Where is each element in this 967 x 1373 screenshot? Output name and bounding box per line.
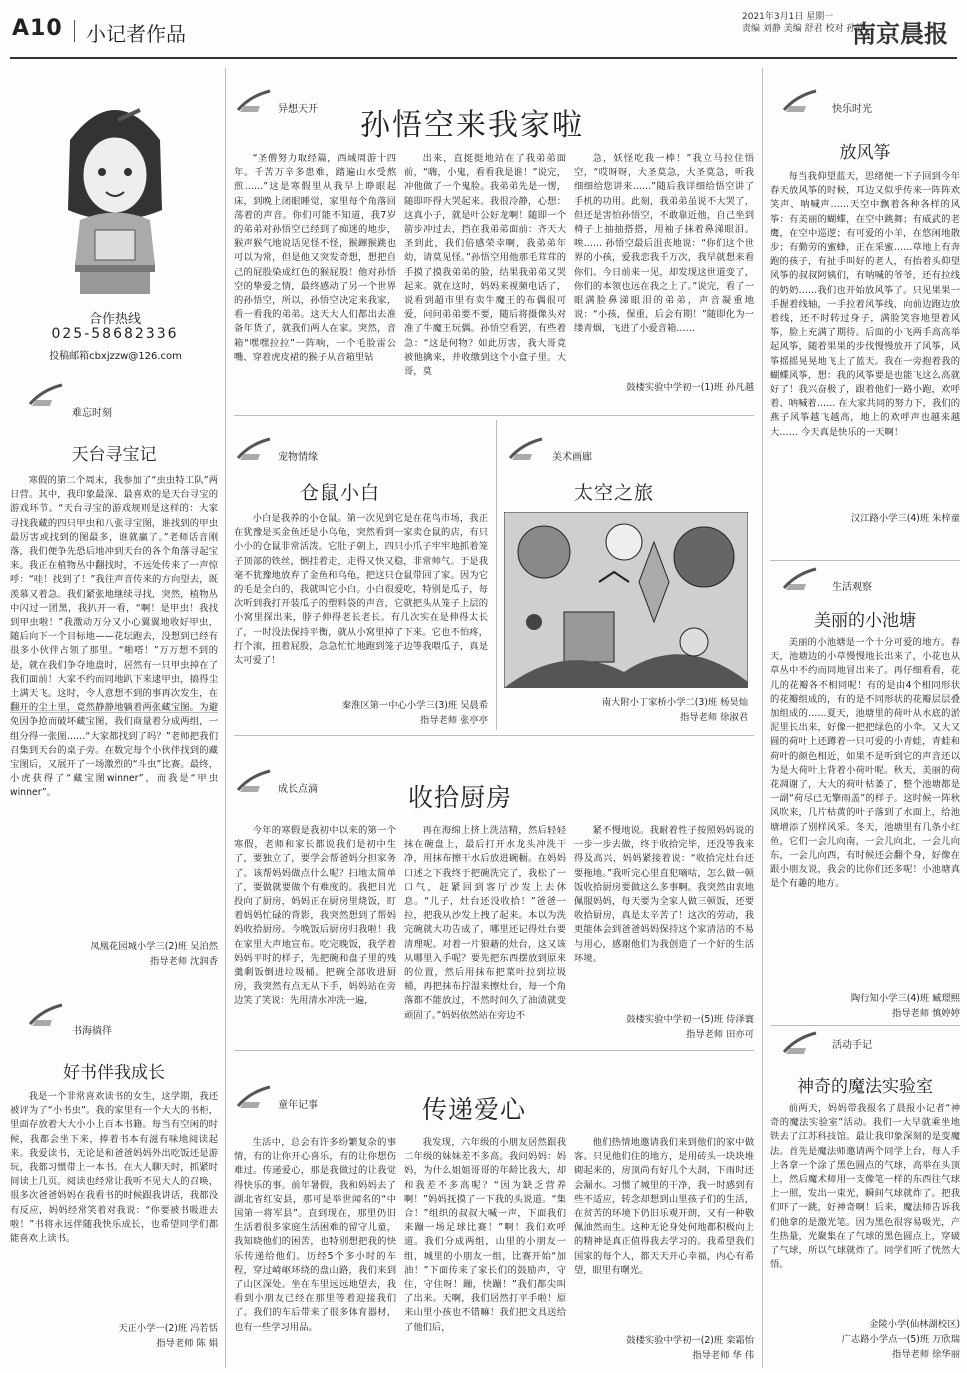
section-title: 小记者作品 xyxy=(86,22,186,46)
header-date: 2021年3月1日 星期一 xyxy=(742,12,834,22)
article-title: 传递爱心 xyxy=(422,1095,527,1124)
category-tag: 美术画廊 xyxy=(552,452,592,463)
author-signature: 金陵小学(仙林湖校区) xyxy=(869,1319,960,1330)
category-tag: 快乐时光 xyxy=(832,104,872,115)
article-body-col3: 急，妖怪吃我一棒！”我立马拉住悟空，“哎呀呀，大圣莫急，大圣莫急，听我细细给您讲来……”随后我详细给悟空讲了手机的功用。此刻，我弟弟虽说不大哭了，但还是害怕孙悟空，不敢靠近他，自己坐到椅子上抽抽搭搭，用袖子抹着鼻涕眼泪。唉…… 孙悟空最后沮丧地说：“你们这个世界的小孩，爱我恋我千万次，我早就想来看你们。今日前来一见，却发现这世道变了，你们的本领也远在我之上了。”说完，看了一眼满脸鼻涕眼泪的弟弟，声音凝重地说：“小孩，保重，后会有期！”随即化为一缕青烟，飞进了小爱音箱…… xyxy=(574,153,754,335)
author-signature: 汉江路小学三(4)班 朱梓童 xyxy=(850,513,960,524)
column-rule-mid xyxy=(496,420,497,730)
author-signature: 鼓楼实验中学初一(2)班 栾霜怡 xyxy=(626,1335,754,1346)
article-body: 小白是我养的小仓鼠。第一次见到它是在花鸟市场，我正在犹豫是买金鱼还是小乌龟，突然看到一家卖仓鼠的店，有只小小的仓鼠非常活泼。它肚子朝上，四只小爪子牢牢地抓着笼子顶部的铁丝，倒挂着走，走得又快又稳，非常帅气。于是我毫不犹豫地放弃了金鱼和乌龟，把这只仓鼠带回了家。因为它的毛是全白的，我就叫它小白。小白很爱吃，特别是瓜子，每次听到我打开装瓜子的塑料袋的声音，它就把头从笼子上层的小窝里探出来，脖子伸得老长老长。有几次实在是伸得太长了，一时没法保持平衡，就从小窝里掉了下来。它也不怕疼，打个滚，扭着屁股，急急忙忙地跑到笼子边等我喂瓜子，真是太可爱了！ xyxy=(234,513,488,667)
header-divider xyxy=(74,20,75,42)
space-drawing xyxy=(504,512,748,688)
article-title: 收拾厨房 xyxy=(408,783,513,812)
header-editors: 责编 刘静 美编 舒君 校对 孙静 xyxy=(742,24,865,34)
article-body-col2: 我发现，六年级的小朋友居然跟我二年级的妹妹差不多高。我问妈妈：妈妈，为什么姐姐哥哥的年龄比我大，却和我差不多高呢？“因为缺乏营养啊！”妈妈抚摸了一下我的头说道。“集合！”组织的叔叔大喊一声，下面我们来蹦一场足球比赛！”啊！我们欢呼道。我们分成两组，山里的小朋友一组，城里的小朋友一组，比赛开始“加油！”下面传来了家长们的鼓励声，守住，守住呀！蹦，快蹦！”我们都尖叫了出来。天啊，我们居然打平手啦！原来山里小孩也不错嘛！我们把文具送给了他们后， xyxy=(404,1137,566,1333)
article-title: 神奇的魔法实验室 xyxy=(797,1077,933,1097)
quill-scroll-icon xyxy=(28,382,64,410)
category-tag: 书海徜徉 xyxy=(72,1026,112,1037)
column-rule-right xyxy=(762,68,763,1368)
quill-scroll-icon xyxy=(782,88,818,116)
girl-illustration xyxy=(40,80,190,300)
quill-scroll-icon xyxy=(236,1084,272,1112)
article-body-col3: 紧不慢地说。我耐着性子按照妈妈说的一步一步去做，终于收拾完毕，还没等我来得及高兴，妈妈紧接着说：“收拾完灶台还要拖地。”我听完心里直犯嘀咕，怎么做一顿饭收拾厨房要做这么多事啊。我突然由衷地佩服妈妈，每天要为全家人做三顿饭，还要收拾厨房，真是太辛苦了！这次的劳动，我更能体会到爸爸妈妈保持这个家清洁的不易与用心，感谢他们为我创造了一个好的生活环境。 xyxy=(574,825,754,964)
quill-scroll-icon xyxy=(236,768,272,796)
category-tag: 难忘时刻 xyxy=(72,408,112,419)
quill-scroll-icon xyxy=(508,436,544,464)
article-title: 天台寻宝记 xyxy=(71,445,157,465)
quill-scroll-icon xyxy=(236,88,272,116)
teacher-signature: 指导老师 华 伟 xyxy=(692,1350,754,1361)
header-info xyxy=(742,11,864,35)
category-tag: 成长点滴 xyxy=(278,784,318,795)
author-signature: 广志路小学点一(5)班 万欣瑞 xyxy=(841,1334,960,1345)
column-rule-left xyxy=(225,68,226,1368)
article-body: 寒假的第二个周末，我参加了“虫虫特工队”两日营。其中，我印象最深、最喜欢的是天台寻宝的游戏环节。“天台寻宝的游戏规则是这样的：大家寻找我藏的四只甲虫和八张寻宝图，谁找到的甲虫最厉害或找到的图最多，谁就赢了。”老师话音刚落，我们便争先恐后地冲到天台的各个角落寻起宝来。我正在植物丛中翻找时，不远处传来了一声惊呼：“哇！找到了！”我往声音传来的方向望去，既羡慕又着急。我们紧张地继续寻找，突然，植物丛中闪过一团黑，我扒开一看，“啊！是甲虫！我找到甲虫啦！”我激动万分又小心翼翼地收好甲虫，随后向下一个目标地——花坛跑去，没想到已经有很多小伙伴占领了那里。“啪嗒！”万万想不到的是，就在我们争夺地盘时，居然有一只甲虫掉在了我们面前！大家不约而同地趴下来逮甲虫，搞得尘土满天飞。这时，令人意想不到的事再次发生，在翻开的尘土里，竟然静静地躺着两张藏宝图。为避免因争抢而破坏藏宝图，我们商量着分成两组，一组分得一张图……“大家都找到了吗？”老师把我们召集到天台的桌子旁。在数完每个小伙伴找到的藏宝图后，又展开了一场激烈的“斗虫”比赛。最终，小虎获得了“藏宝图winner”，而我是“甲虫winner”。 xyxy=(10,475,218,799)
article-body: 每当我仰望蓝天，思绪便一下子回到今年春天放风筝的时候，耳边又似乎传来一阵阵欢笑声、呐喊声……天空中飘着各种各样的风筝：有美丽的蝴蝶，在空中跳舞；有威武的老鹰，在空中巡逻；有可爱的小羊，在悠闲地散步；有勤劳的蜜蜂，正在采蜜……草地上有奔跑的孩子，有扯手叫好的老人，有抬着头仰望风筝的叔叔阿姨们，有呐喊的爷爷，还有拉线的奶奶……我们也开始放风筝了。只见果果一手握着线轴，一手拉着风筝线，向前边跑边放着线，还不时转过身子，满脸笑容地望着风筝，脸上充满了期待。后面的小飞两手高高举起风筝，随着果果的步伐慢慢放开了风筝，风筝摇摇晃晃地飞上了蓝天。我在一旁抱着我的蝴蝶风筝，想：我的风筝要是也能飞这么高就好了！我兴奋极了，跟着他们一路小跑，欢呼着、呐喊着…… 在大家共同的努力下，我们的燕子风筝越飞越高，地上的欢呼声也越来越大…… 今天真是快乐的一天啊！ xyxy=(770,171,960,438)
quill-scroll-icon xyxy=(782,566,818,594)
teacher-signature: 指导老师 张亭亭 xyxy=(419,715,488,726)
page-number: A10 xyxy=(12,16,63,41)
teacher-signature: 指导老师 慎婷婷 xyxy=(891,1008,960,1019)
section-rule xyxy=(234,735,754,736)
article-body: 前两天，妈妈带我报名了晨报小记者“神奇的魔法实验室”活动。我们一大早就乘坐地铁去了江苏科技馆。最让我印象深刻的是变魔法。首先是魔法师邀请两个同学上台，每人手上各拿一个涂了黑色圆点的气球，高举在头顶上，然后魔术师用一支像笔一样的东西往气球上一照，发出一束光，瞬间气球就炸了。把我们吓了一跳，好神奇啊！后来，魔法师告诉我们他拿的是激光笔。因为黑色很容易吸光，产生热量，光聚集在了气球的黑色圆点上，穿破了气球，所以气球就炸了。同学们听了恍然大悟。 xyxy=(770,1103,960,1271)
section-rule xyxy=(770,1025,960,1026)
contribution-email: 投稿邮箱cbxjzzw@126.com xyxy=(49,351,182,362)
article-title: 美丽的小池塘 xyxy=(814,611,916,631)
page-header xyxy=(0,0,967,60)
author-signature: 天正小学一(2)班 冯若恬 xyxy=(118,1323,218,1334)
category-tag: 异想天开 xyxy=(278,104,318,115)
hotline-phone: 025-58682336 xyxy=(51,326,179,342)
author-signature: 陶行知小学三(4)班 臧璟熙 xyxy=(850,993,960,1004)
category-tag: 活动手记 xyxy=(832,1040,872,1051)
article-title: 太空之旅 xyxy=(574,482,655,504)
article-body-col1: “圣僧努力取经篇，西域周游十四年。千苦万辛多患难，踏遍山水受熬煎……”这是寒假里从我早上睁眼起床，到晚上闭眼睡觉，家里每个角落回荡着的声音。你们可能不知道，我7岁的弟弟对孙悟空已经到了痴迷的地步，猴声猴气地说话见怪不怪，猴蹿猴跳也可以为常，但是他又突发奇想，想把自己的屁股染成红色的猴屁股！他对孙悟空的挚爱之情，最终感动了另一个世界的孙悟空，所以，孙悟空决定来我家，看一看我的弟弟。这天大人们都出去准备年货了，就我们两人在家。突然，音箱“嘿嘿拉拉”一阵响，一个毛脸雷公嘴、穿着虎皮裙的猴子从音箱里钻 xyxy=(234,153,396,363)
quill-scroll-icon xyxy=(28,1002,64,1030)
teacher-signature: 指导老师 沈润香 xyxy=(149,956,218,967)
quill-scroll-icon xyxy=(782,1030,818,1058)
section-rule xyxy=(770,560,960,561)
article-body-col1: 生活中，总会有许多纷繁复杂的事情，有的让你开心喜乐，有的让你想伤难过。传递爱心，那是我做过的让我觉得快乐的事。前年暑假，我和妈妈去了湖北省红安县，那可是举世闻名的“中国第一将军县”。直到现在，那里仍旧生活着很多家庭生活困难的留守儿童，我知晓他们的困苦，也特别想把我的快乐传递给他们。历经5个多小时的车程，穿过崎岖环绕的盘山路，我们来到了山区深处。坐在车里远远地望去，我看到小朋友已经在那里等着迎接我们了。我们的车后带来了很多体育器材，也有一些学习用品。 xyxy=(234,1137,396,1333)
quill-scroll-icon xyxy=(236,436,272,464)
article-body-col3: 他们热情地邀请我们来到他们的家中做客。只见他们住的地方，是用砖头一块块堆砌起来的，房顶尚有好几个大洞，下雨时还会漏水。习惯了城里的干净，我一时感到有些不适应，转念却想到山里孩子们的生活，在贫苦的环境下仍旧乐观开朗，又有一种敬佩油然而生。这种无论身处何地都积极向上的精神是真正值得我去学习的。我希望我们国家的每个人，都天天开心幸福，内心有希望，眼里有曙光。 xyxy=(574,1137,754,1276)
teacher-signature: 指导老师 徐华丽 xyxy=(891,1349,960,1360)
article-body-col1: 今年的寒假是我初中以来的第一个寒假，老师和家长都说我们是初中生了，要独立了，要学会帮爸妈分担家务了。该帮妈妈做点什么呢？扫地太简单了，要做就要做个有难度的。我把目光投向了厨房，妈妈正在厨房里烧饭，盯着妈妈忙碌的背影，我突然想到了帮妈妈收拾厨房。今晚饭后厨房归我啦！我在家里大声地宣布。吃完晚饭，我学着妈妈平时的样子，先把碗和盘子里的残羹剩饭倒进垃圾桶。把碗全部收进厨房，我突然有点无从下手，妈妈站在旁边笑了笑说：先用清水冲洗一遍， xyxy=(234,825,396,1007)
author-signature: 凤凰花园城小学三(2)班 吴泊然 xyxy=(90,941,218,952)
section-rule xyxy=(234,415,754,416)
author-signature: 南大附小丁家桥小学二(3)班 杨昊灿 xyxy=(601,697,748,708)
article-title: 放风筝 xyxy=(839,143,891,163)
newspaper-logo: 南京晨报 xyxy=(852,19,948,48)
article-body: 我是一个非常喜欢读书的女生，这学期，我还被评为了“小书虫”。我的家里有一个大大的书柜，里面存放着大大小小上百本书籍。每当有空闲的时候，我都会坐下来，捧着书本有滋有味地阅读起来。我爱读书，无论是和爸爸妈妈外出吃饭还是游玩，我都习惯带上一本书。在大人聊天时，抓紧时间读上几页。阅读也经常让我听不见大人的召唤，很多次爸爸妈妈在我看书的时候跟我讲话，我都没有反应，妈妈经常笑着对我说：“你要被书吸进去啦！”书将永远伴随我快乐成长，也希望同学们都能喜欢上读书。 xyxy=(10,1091,218,1245)
teacher-signature: 指导老师 徐淑君 xyxy=(679,712,748,723)
article-body-col2: 出来，直挺挺地站在了我弟弟面前，“嗨，小鬼，看看我是谁！”说完，冲他做了一个鬼脸。我弟弟先是一愣，随即吓得大哭起来。我很冷静，心想：这真小子，就是叶公好龙啊！随即一个箭步冲过去，挡在我弟弟面前：齐天大圣到此，我们倍感荣幸啊，我弟弟年幼，请莫见怪。”孙悟空用他那毛茸茸的手摸了摸我弟弟的脸，结果我弟弟又哭起来。就在这时，妈妈来视频电话了，说看到超市里有卖牛魔王的布偶很可爱，问问弟弟要不要，随后将摄像头对准了牛魔王玩偶。孙悟空看罢，有些着急：“这是何物？如此厉害，我大哥竟被他擒来，并收缴到这个小盒子里。大哥，莫 xyxy=(404,153,566,378)
category-tag: 童年记事 xyxy=(278,1100,318,1111)
hotline-label: 合作热线 xyxy=(88,312,141,327)
article-title: 仓鼠小白 xyxy=(300,482,381,504)
section-rule xyxy=(234,1050,754,1051)
teacher-signature: 指导老师 田亦可 xyxy=(685,1029,754,1040)
article-body: 美丽的小池塘是一个十分可爱的地方。春天，池塘边的小草慢慢地长出来了，小花也从草丛中不约而同地冒出来了。再仔细看看，花儿的花瓣各不相同呢！有的是由4个相同形状的花瓣组成的，有的是不同形状的花瓣层层叠加组成的……夏天，池塘里的荷叶从水底的淤泥里长出来，好像一把把绿色的小伞。又大又圆的荷叶上还蹲着一只可爱的小青蛙，青蛙和荷叶的颜色相近，如果不是听到它的声音还以为是大荷叶上背着小荷叶呢。秋天，美丽的荷花凋谢了，大大的荷叶枯萎了，整个池塘都是一副“荷尽已无擎雨盖”的样子。这时候一阵秋风吹来，几片枯黄的叶子落到了水面上，给池塘增添了别样风采。冬天，池塘里有几条小红鱼，它们一会儿向南，一会儿向北，一会儿向东，一会儿向西，有时候还会翻个身，好像在跟小朋友说，我会的比你们还多呢！小池塘真是个有趣的地方。 xyxy=(770,637,960,890)
category-tag: 宠物情缘 xyxy=(278,452,318,463)
author-signature: 秦淮区第一中心小学三(3)班 吴晨希 xyxy=(341,700,488,711)
teacher-signature: 指导老师 陈 娟 xyxy=(156,1338,218,1349)
author-signature: 鼓楼实验中学初一(5)班 侍泽寰 xyxy=(626,1014,754,1025)
category-tag: 生活观察 xyxy=(832,582,872,593)
article-title: 好书伴我成长 xyxy=(63,1063,165,1083)
author-signature: 鼓楼实验中学初一(1)班 孙凡越 xyxy=(626,382,754,393)
article-body-col2: 再在海绵上挤上洗洁精，然后轻轻抹在碗盘上，最后打开水龙头冲洗干净，用抹布擦干水后放进碗橱。在妈妈口述之下我终于把碗洗完了，我松了一口气，赶紧回到客厅沙发上去休息。“儿子，灶台还没收拾！”爸爸一拉，把我从沙发上拽了起来。本以为洗完碗就大功告成了，哪里还记得灶台要清理呢。对着一片狼藉的灶台，这又该从哪里入手呢？要先把东西摆放到原来的位置，然后用抹布把菜叶拉到垃圾桶，再把抹布拧湿来擦灶台，每一个角落都不能放过，不然时间久了油渍就变顽固了。”妈妈依然站在旁边不 xyxy=(404,825,566,1021)
article-title: 孙悟空来我家啦 xyxy=(360,108,584,143)
header-rule xyxy=(10,57,957,59)
